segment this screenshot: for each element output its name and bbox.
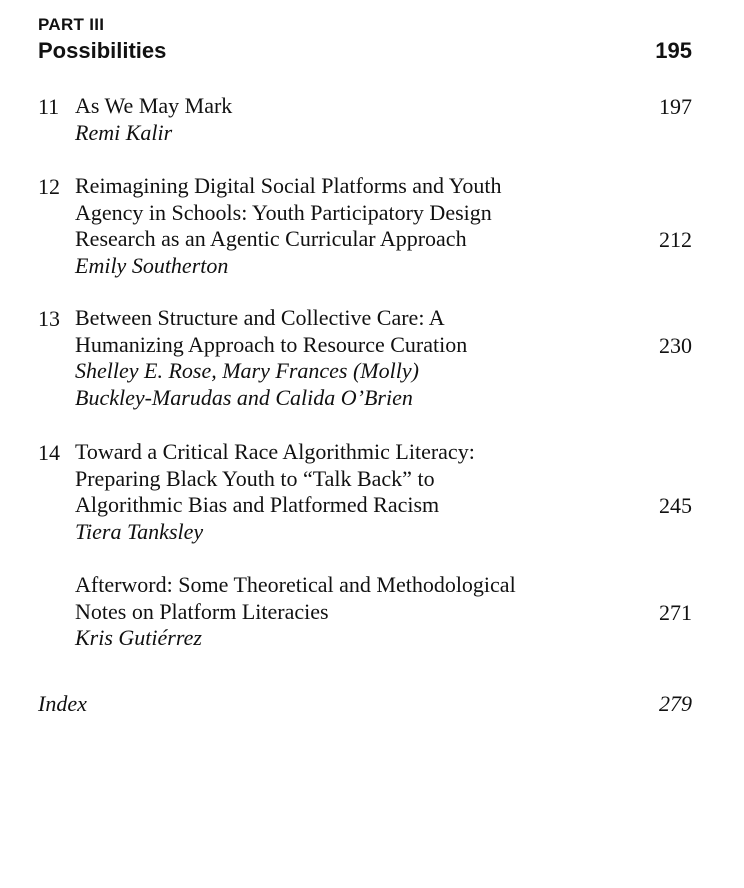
chapter-text bbox=[75, 439, 615, 545]
chapter-author: Tiera Tanksley bbox=[75, 518, 204, 544]
index-page-number: 279 bbox=[659, 691, 692, 716]
afterword-title-line: Notes on Platform Literacies bbox=[75, 598, 329, 624]
toc-entry-afterword bbox=[38, 572, 692, 654]
part-label: PART III bbox=[38, 15, 105, 34]
chapter-title-line: Humanizing Approach to Resource Curation bbox=[75, 331, 468, 357]
chapter-number: 11 bbox=[38, 94, 60, 119]
toc-entry-chapter-14 bbox=[38, 439, 692, 549]
chapter-title-line: Between Structure and Collective Care: A bbox=[75, 305, 445, 330]
part-page-number: 195 bbox=[655, 38, 692, 63]
chapter-text bbox=[75, 173, 615, 279]
chapter-title-line: Research as an Agentic Curricular Approach bbox=[75, 226, 467, 252]
chapter-page-number: 245 bbox=[659, 493, 692, 518]
chapter-number: 14 bbox=[38, 440, 60, 465]
chapter-title-line: Toward a Critical Race Algorithmic Literacy: bbox=[75, 439, 475, 464]
afterword-title-line: Afterword: Some Theoretical and Methodological bbox=[75, 572, 516, 597]
chapter-number: 12 bbox=[38, 174, 60, 199]
chapter-title-line: As We May Mark bbox=[75, 93, 233, 118]
chapter-title-line: Reimagining Digital Social Platforms and Youth bbox=[75, 173, 502, 198]
chapter-text bbox=[75, 305, 615, 411]
chapter-number: 13 bbox=[38, 306, 60, 331]
chapter-author: Shelley E. Rose, Mary Frances (Molly) bbox=[75, 358, 419, 384]
toc-entry-chapter-11 bbox=[38, 93, 692, 149]
toc-entry-chapter-12 bbox=[38, 173, 692, 283]
index-label: Index bbox=[38, 691, 87, 716]
chapter-author: Remi Kalir bbox=[75, 119, 173, 145]
afterword-text bbox=[75, 572, 615, 652]
chapter-author: Buckley-Marudas and Calida O’Brien bbox=[75, 384, 413, 410]
chapter-page-number: 212 bbox=[659, 227, 692, 252]
chapter-title-line: Algorithmic Bias and Platformed Racism bbox=[75, 492, 440, 518]
chapter-page-number: 197 bbox=[659, 94, 692, 119]
part-title: Possibilities bbox=[38, 38, 167, 63]
toc-entry-chapter-13 bbox=[38, 305, 692, 415]
afterword-page-number: 271 bbox=[659, 600, 692, 625]
chapter-title-line: Preparing Black Youth to “Talk Back” to bbox=[75, 465, 435, 491]
chapter-page-number: 230 bbox=[659, 333, 692, 358]
chapter-text bbox=[75, 93, 615, 146]
afterword-author: Kris Gutiérrez bbox=[75, 625, 202, 651]
chapter-title-line: Agency in Schools: Youth Participatory Design bbox=[75, 199, 492, 225]
chapter-author: Emily Southerton bbox=[75, 252, 229, 278]
